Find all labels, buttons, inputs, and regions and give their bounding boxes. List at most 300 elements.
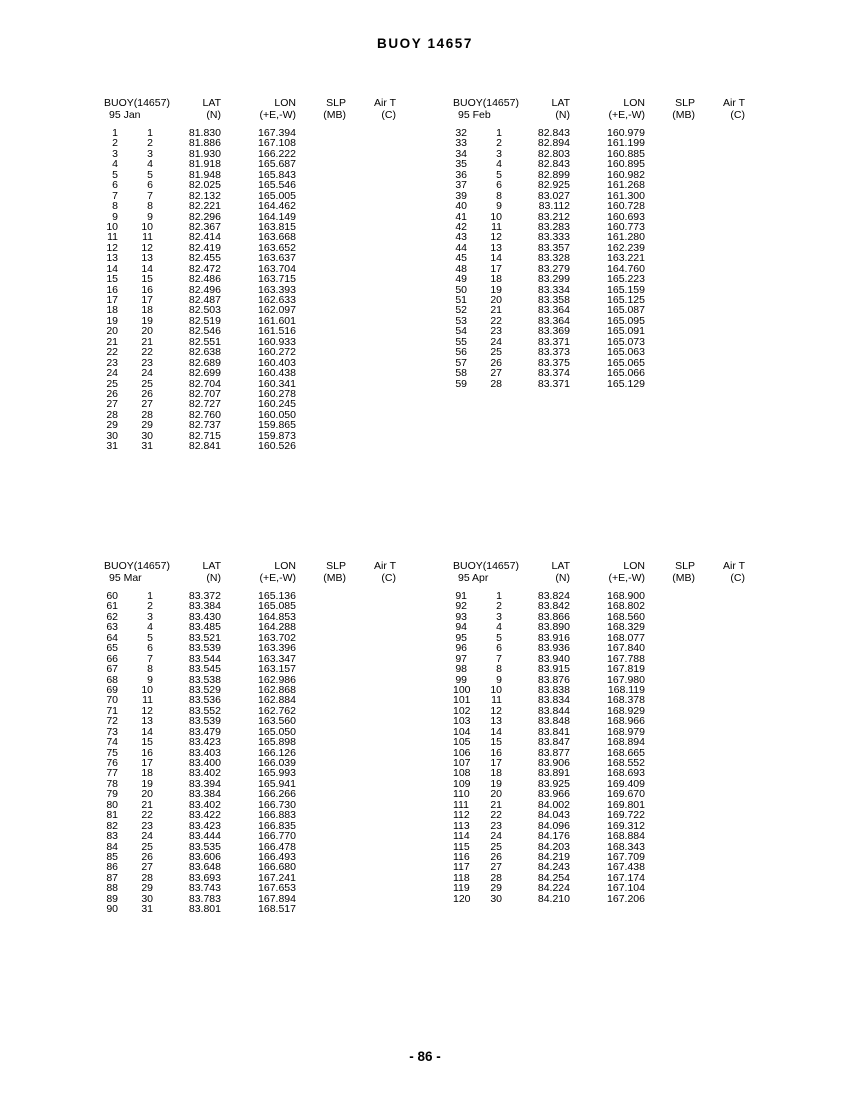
cell-seq: 81 <box>106 809 118 822</box>
cell-day: 25 <box>490 346 502 359</box>
cell-seq: 23 <box>106 356 118 369</box>
cell-lon: 165.843 <box>258 168 296 181</box>
cell-day: 15 <box>141 273 153 286</box>
cell-lon: 162.239 <box>607 241 645 254</box>
cell-seq: 77 <box>106 767 118 780</box>
cell-lon: 167.819 <box>607 663 645 676</box>
cell-lon: 163.702 <box>258 631 296 644</box>
cell-lat: 84.176 <box>537 830 570 843</box>
cell-seq: 49 <box>455 273 467 286</box>
cell-lon: 165.005 <box>258 189 296 202</box>
table-body <box>453 128 813 389</box>
table-header <box>453 560 813 584</box>
cell-lon: 163.347 <box>258 652 296 665</box>
cell-lon: 169.722 <box>607 809 645 822</box>
cell-seq: 110 <box>453 788 470 801</box>
cell-seq: 24 <box>106 367 118 380</box>
cell-lat: 83.374 <box>537 367 570 380</box>
cell-seq: 52 <box>455 304 467 317</box>
header-slp <box>653 97 695 121</box>
cell-seq: 75 <box>106 746 118 759</box>
cell-seq: 65 <box>106 642 118 655</box>
cell-seq: 91 <box>455 590 467 602</box>
cell-day: 2 <box>496 137 502 150</box>
cell-lon: 167.206 <box>607 892 645 905</box>
header-air <box>354 97 396 121</box>
header-lon <box>234 560 296 584</box>
cell-lat: 83.925 <box>537 777 570 790</box>
cell-lat: 83.423 <box>188 736 221 749</box>
cell-day: 19 <box>490 777 502 790</box>
cell-lat: 82.503 <box>188 304 221 317</box>
cell-day: 1 <box>496 590 502 602</box>
cell-lat: 81.948 <box>188 168 221 181</box>
header-lat-unit: (N) <box>206 109 221 121</box>
cell-lon: 165.087 <box>607 304 645 317</box>
cell-day: 13 <box>141 252 153 265</box>
cell-lon: 163.157 <box>258 663 296 676</box>
cell-lat: 82.803 <box>537 147 570 160</box>
header-lon <box>234 97 296 121</box>
cell-day: 17 <box>141 757 153 769</box>
header-lat-label: LAT <box>202 97 221 109</box>
header-slp-unit: (MB) <box>672 109 695 121</box>
cell-day: 8 <box>147 663 153 676</box>
cell-day: 13 <box>141 715 153 728</box>
cell-seq: 17 <box>106 294 118 306</box>
cell-seq: 16 <box>106 283 118 296</box>
cell-day: 2 <box>147 600 153 613</box>
cell-lat: 82.496 <box>188 283 221 296</box>
cell-seq: 94 <box>455 621 467 634</box>
cell-lon: 161.280 <box>607 231 645 244</box>
cell-seq: 50 <box>455 283 467 296</box>
cell-day: 9 <box>147 210 153 223</box>
cell-lat: 83.334 <box>537 283 570 296</box>
header-air-unit: (C) <box>730 572 745 584</box>
cell-lon: 161.516 <box>258 325 296 338</box>
cell-seq: 117 <box>453 861 470 874</box>
cell-lat: 83.866 <box>537 610 570 623</box>
cell-day: 3 <box>496 610 502 623</box>
cell-lat: 83.423 <box>188 819 221 832</box>
cell-lon: 165.129 <box>607 377 645 390</box>
cell-seq: 89 <box>106 892 118 905</box>
cell-seq: 78 <box>106 777 118 790</box>
cell-lat: 84.210 <box>537 892 570 905</box>
cell-day: 6 <box>496 642 502 655</box>
cell-lon: 168.077 <box>607 631 645 644</box>
cell-day: 11 <box>491 220 502 233</box>
cell-lat: 82.715 <box>188 429 221 442</box>
cell-day: 15 <box>141 736 153 749</box>
cell-lat: 83.891 <box>537 767 570 780</box>
table-header <box>104 560 464 584</box>
cell-lon: 166.126 <box>258 746 296 759</box>
cell-day: 12 <box>141 704 153 717</box>
header-month: 95 Apr <box>458 572 489 584</box>
cell-lat: 83.422 <box>188 809 221 822</box>
header-lat <box>513 97 570 121</box>
cell-seq: 30 <box>106 429 118 442</box>
cell-lon: 169.409 <box>607 777 645 790</box>
cell-lat: 82.551 <box>188 335 221 348</box>
cell-lat: 82.689 <box>188 356 221 369</box>
cell-lon: 162.986 <box>258 673 296 686</box>
cell-seq: 35 <box>455 158 467 171</box>
cell-lon: 162.884 <box>258 694 296 707</box>
cell-lon: 163.396 <box>258 642 296 655</box>
cell-lon: 160.982 <box>607 168 645 181</box>
cell-day: 23 <box>490 325 502 338</box>
header-air <box>703 560 745 584</box>
cell-lon: 165.125 <box>607 294 645 306</box>
cell-seq: 58 <box>455 367 467 380</box>
cell-seq: 62 <box>106 610 118 623</box>
cell-lon: 168.802 <box>607 600 645 613</box>
cell-day: 29 <box>490 882 502 895</box>
cell-lon: 160.438 <box>258 367 296 380</box>
cell-seq: 10 <box>106 220 118 233</box>
header-buoy <box>453 97 519 121</box>
cell-seq: 2 <box>112 137 118 150</box>
cell-lon: 165.050 <box>258 725 296 738</box>
cell-seq: 97 <box>455 652 467 665</box>
cell-seq: 103 <box>453 715 471 728</box>
cell-seq: 74 <box>106 736 118 749</box>
table-header <box>453 97 813 121</box>
cell-seq: 116 <box>453 850 470 863</box>
cell-day: 14 <box>490 725 502 738</box>
cell-seq: 53 <box>455 314 467 327</box>
cell-lat: 82.638 <box>188 346 221 359</box>
cell-seq: 54 <box>455 325 467 338</box>
cell-lat: 83.841 <box>537 725 570 738</box>
cell-lon: 166.680 <box>258 861 296 874</box>
cell-lat: 83.485 <box>188 621 221 634</box>
cell-lon: 167.653 <box>258 882 296 895</box>
cell-lon: 169.801 <box>607 798 645 811</box>
header-air-label: Air T <box>723 560 745 572</box>
header-lon-label: LON <box>623 97 645 109</box>
cell-lon: 166.835 <box>258 819 296 832</box>
cell-lat: 83.372 <box>188 590 221 602</box>
cell-lat: 82.894 <box>537 137 570 150</box>
cell-lat: 83.375 <box>537 356 570 369</box>
cell-day: 23 <box>141 819 153 832</box>
header-slp <box>304 97 346 121</box>
table-row <box>453 274 813 284</box>
cell-seq: 18 <box>106 304 118 317</box>
cell-seq: 76 <box>106 757 118 769</box>
cell-seq: 55 <box>455 335 467 348</box>
cell-day: 2 <box>496 600 502 613</box>
cell-seq: 29 <box>106 419 118 432</box>
header-buoy-label: BUOY(14657) <box>453 560 519 572</box>
cell-lon: 164.853 <box>258 610 296 623</box>
cell-day: 10 <box>490 210 502 223</box>
cell-seq: 48 <box>455 262 467 275</box>
cell-lon: 168.929 <box>607 704 645 717</box>
cell-day: 6 <box>147 642 153 655</box>
cell-day: 8 <box>147 200 153 213</box>
cell-lat: 83.357 <box>537 241 570 254</box>
cell-day: 19 <box>490 283 502 296</box>
cell-lat: 82.925 <box>537 179 570 192</box>
cell-day: 20 <box>490 294 502 306</box>
cell-lat: 83.545 <box>188 663 221 676</box>
cell-lat: 83.936 <box>537 642 570 655</box>
cell-day: 7 <box>147 189 153 202</box>
cell-lat: 83.876 <box>537 673 570 686</box>
cell-day: 18 <box>141 304 153 317</box>
cell-lat: 84.043 <box>537 809 570 822</box>
cell-seq: 98 <box>455 663 467 676</box>
header-air <box>703 97 745 121</box>
cell-day: 5 <box>496 631 502 644</box>
header-air-label: Air T <box>374 97 396 109</box>
cell-day: 6 <box>147 179 153 192</box>
cell-seq: 34 <box>455 147 467 160</box>
header-lat-unit: (N) <box>206 572 221 584</box>
cell-lat: 83.212 <box>537 210 570 223</box>
cell-lon: 165.066 <box>607 367 645 380</box>
cell-seq: 21 <box>106 335 118 348</box>
cell-day: 20 <box>141 325 153 338</box>
header-slp <box>304 560 346 584</box>
cell-day: 29 <box>141 882 153 895</box>
cell-lat: 83.384 <box>188 788 221 801</box>
cell-lon: 169.670 <box>607 788 645 801</box>
page-title: BUOY 14657 <box>376 36 474 51</box>
cell-lon: 162.097 <box>258 304 296 317</box>
header-air-label: Air T <box>374 560 396 572</box>
cell-lon: 168.329 <box>607 621 645 634</box>
cell-lat: 83.539 <box>188 715 221 728</box>
cell-seq: 85 <box>106 850 118 863</box>
cell-lat: 82.699 <box>188 367 221 380</box>
cell-lon: 165.073 <box>607 335 645 348</box>
cell-lat: 83.838 <box>537 683 570 696</box>
table-row <box>104 368 464 378</box>
cell-day: 5 <box>147 168 153 181</box>
header-lon-label: LON <box>274 97 296 109</box>
cell-day: 30 <box>141 429 153 442</box>
cell-day: 4 <box>147 158 153 171</box>
cell-seq: 14 <box>106 262 118 275</box>
cell-seq: 119 <box>453 882 470 895</box>
cell-lon: 164.462 <box>258 200 296 213</box>
cell-day: 23 <box>141 356 153 369</box>
cell-seq: 25 <box>106 377 118 390</box>
cell-day: 4 <box>147 621 153 634</box>
cell-lon: 167.894 <box>258 892 296 905</box>
cell-seq: 28 <box>106 408 118 421</box>
header-lat-label: LAT <box>202 560 221 572</box>
cell-seq: 102 <box>453 704 471 717</box>
cell-lon: 160.933 <box>258 335 296 348</box>
cell-lon: 166.493 <box>258 850 296 863</box>
cell-seq: 106 <box>453 746 471 759</box>
cell-lat: 84.096 <box>537 819 570 832</box>
header-slp <box>653 560 695 584</box>
cell-seq: 15 <box>106 273 118 286</box>
header-slp-label: SLP <box>675 97 695 109</box>
cell-day: 25 <box>141 377 153 390</box>
header-lon-unit: (+E,-W) <box>259 109 296 121</box>
cell-seq: 105 <box>453 736 471 749</box>
cell-seq: 95 <box>455 631 467 644</box>
cell-lon: 159.865 <box>258 419 296 432</box>
cell-lat: 83.535 <box>188 840 221 853</box>
table-row <box>104 664 464 674</box>
cell-seq: 83 <box>106 830 118 843</box>
cell-day: 24 <box>141 830 153 843</box>
cell-day: 9 <box>147 673 153 686</box>
cell-day: 10 <box>141 220 153 233</box>
cell-lon: 168.894 <box>607 736 645 749</box>
header-lon <box>583 97 645 121</box>
cell-lat: 83.844 <box>537 704 570 717</box>
cell-day: 10 <box>141 683 153 696</box>
cell-seq: 4 <box>112 158 118 171</box>
header-buoy-label: BUOY(14657) <box>104 560 170 572</box>
cell-lat: 84.254 <box>537 871 570 884</box>
cell-lon: 163.715 <box>258 273 296 286</box>
cell-lat: 83.369 <box>537 325 570 338</box>
cell-seq: 57 <box>455 356 467 369</box>
cell-lat: 83.364 <box>537 314 570 327</box>
header-slp-unit: (MB) <box>323 572 346 584</box>
table-body <box>104 128 464 452</box>
cell-lat: 83.373 <box>537 346 570 359</box>
cell-lat: 82.899 <box>537 168 570 181</box>
cell-lon: 164.760 <box>607 262 645 275</box>
cell-day: 7 <box>147 652 153 665</box>
cell-lon: 160.693 <box>607 210 645 223</box>
header-buoy <box>104 97 170 121</box>
cell-seq: 13 <box>106 252 118 265</box>
cell-seq: 66 <box>106 652 118 665</box>
table-row <box>453 894 813 904</box>
cell-seq: 3 <box>112 147 118 160</box>
cell-lat: 83.824 <box>537 590 570 602</box>
cell-day: 9 <box>496 673 502 686</box>
table-body <box>453 591 813 904</box>
cell-seq: 9 <box>112 210 118 223</box>
cell-day: 28 <box>141 871 153 884</box>
cell-lat: 83.371 <box>537 377 570 390</box>
cell-lon: 167.104 <box>607 882 645 895</box>
header-buoy-label: BUOY(14657) <box>104 97 170 109</box>
cell-lat: 82.727 <box>188 398 221 411</box>
table-row <box>453 368 813 378</box>
cell-day: 1 <box>496 127 502 139</box>
cell-lon: 167.394 <box>258 127 296 139</box>
cell-lon: 165.687 <box>258 158 296 171</box>
cell-seq: 39 <box>455 189 467 202</box>
cell-lat: 82.546 <box>188 325 221 338</box>
cell-lat: 82.132 <box>188 189 221 202</box>
cell-seq: 68 <box>106 673 118 686</box>
cell-lat: 82.843 <box>537 158 570 171</box>
cell-lon: 161.199 <box>607 137 645 150</box>
cell-lon: 169.312 <box>607 819 645 832</box>
cell-day: 30 <box>490 892 502 905</box>
cell-lat: 83.333 <box>537 231 570 244</box>
cell-lon: 168.979 <box>607 725 645 738</box>
table-body <box>104 591 464 915</box>
cell-day: 27 <box>490 367 502 380</box>
cell-lon: 166.222 <box>258 147 296 160</box>
cell-day: 16 <box>141 746 153 759</box>
cell-day: 22 <box>490 809 502 822</box>
cell-day: 28 <box>490 871 502 884</box>
table-jan-1995 <box>104 97 464 452</box>
header-month: 95 Jan <box>109 109 141 121</box>
cell-lat: 82.704 <box>188 377 221 390</box>
cell-lon: 167.788 <box>607 652 645 665</box>
cell-day: 12 <box>490 231 502 244</box>
cell-lat: 83.027 <box>537 189 570 202</box>
cell-day: 11 <box>142 231 153 244</box>
cell-day: 18 <box>490 767 502 780</box>
header-air-unit: (C) <box>381 572 396 584</box>
cell-seq: 6 <box>112 179 118 192</box>
cell-seq: 71 <box>106 704 118 717</box>
cell-seq: 93 <box>455 610 467 623</box>
cell-day: 3 <box>147 147 153 160</box>
cell-lat: 84.219 <box>537 850 570 863</box>
cell-lat: 83.299 <box>537 273 570 286</box>
cell-seq: 45 <box>455 252 467 265</box>
cell-seq: 37 <box>455 179 467 192</box>
cell-lon: 162.633 <box>258 294 296 306</box>
cell-lat: 83.364 <box>537 304 570 317</box>
cell-lon: 160.050 <box>258 408 296 421</box>
cell-day: 17 <box>141 294 153 306</box>
cell-lat: 83.479 <box>188 725 221 738</box>
cell-seq: 56 <box>455 346 467 359</box>
cell-day: 18 <box>490 273 502 286</box>
cell-day: 28 <box>141 408 153 421</box>
cell-seq: 61 <box>106 600 118 613</box>
cell-seq: 7 <box>112 189 118 202</box>
cell-lat: 82.737 <box>188 419 221 432</box>
cell-seq: 19 <box>106 314 118 327</box>
header-lon-unit: (+E,-W) <box>608 109 645 121</box>
cell-seq: 63 <box>106 621 118 634</box>
table-row <box>104 441 464 451</box>
cell-lat: 82.486 <box>188 273 221 286</box>
cell-lon: 166.883 <box>258 809 296 822</box>
header-lat <box>513 560 570 584</box>
cell-lon: 168.665 <box>607 746 645 759</box>
cell-seq: 79 <box>106 788 118 801</box>
cell-lat: 83.940 <box>537 652 570 665</box>
cell-seq: 88 <box>106 882 118 895</box>
table-row <box>104 201 464 211</box>
cell-lon: 160.341 <box>258 377 296 390</box>
header-air-unit: (C) <box>381 109 396 121</box>
cell-day: 11 <box>491 694 502 707</box>
header-lat-unit: (N) <box>555 109 570 121</box>
cell-lon: 165.095 <box>607 314 645 327</box>
cell-lat: 83.403 <box>188 746 221 759</box>
cell-lon: 167.709 <box>607 850 645 863</box>
header-slp-unit: (MB) <box>323 109 346 121</box>
cell-seq: 40 <box>455 200 467 213</box>
